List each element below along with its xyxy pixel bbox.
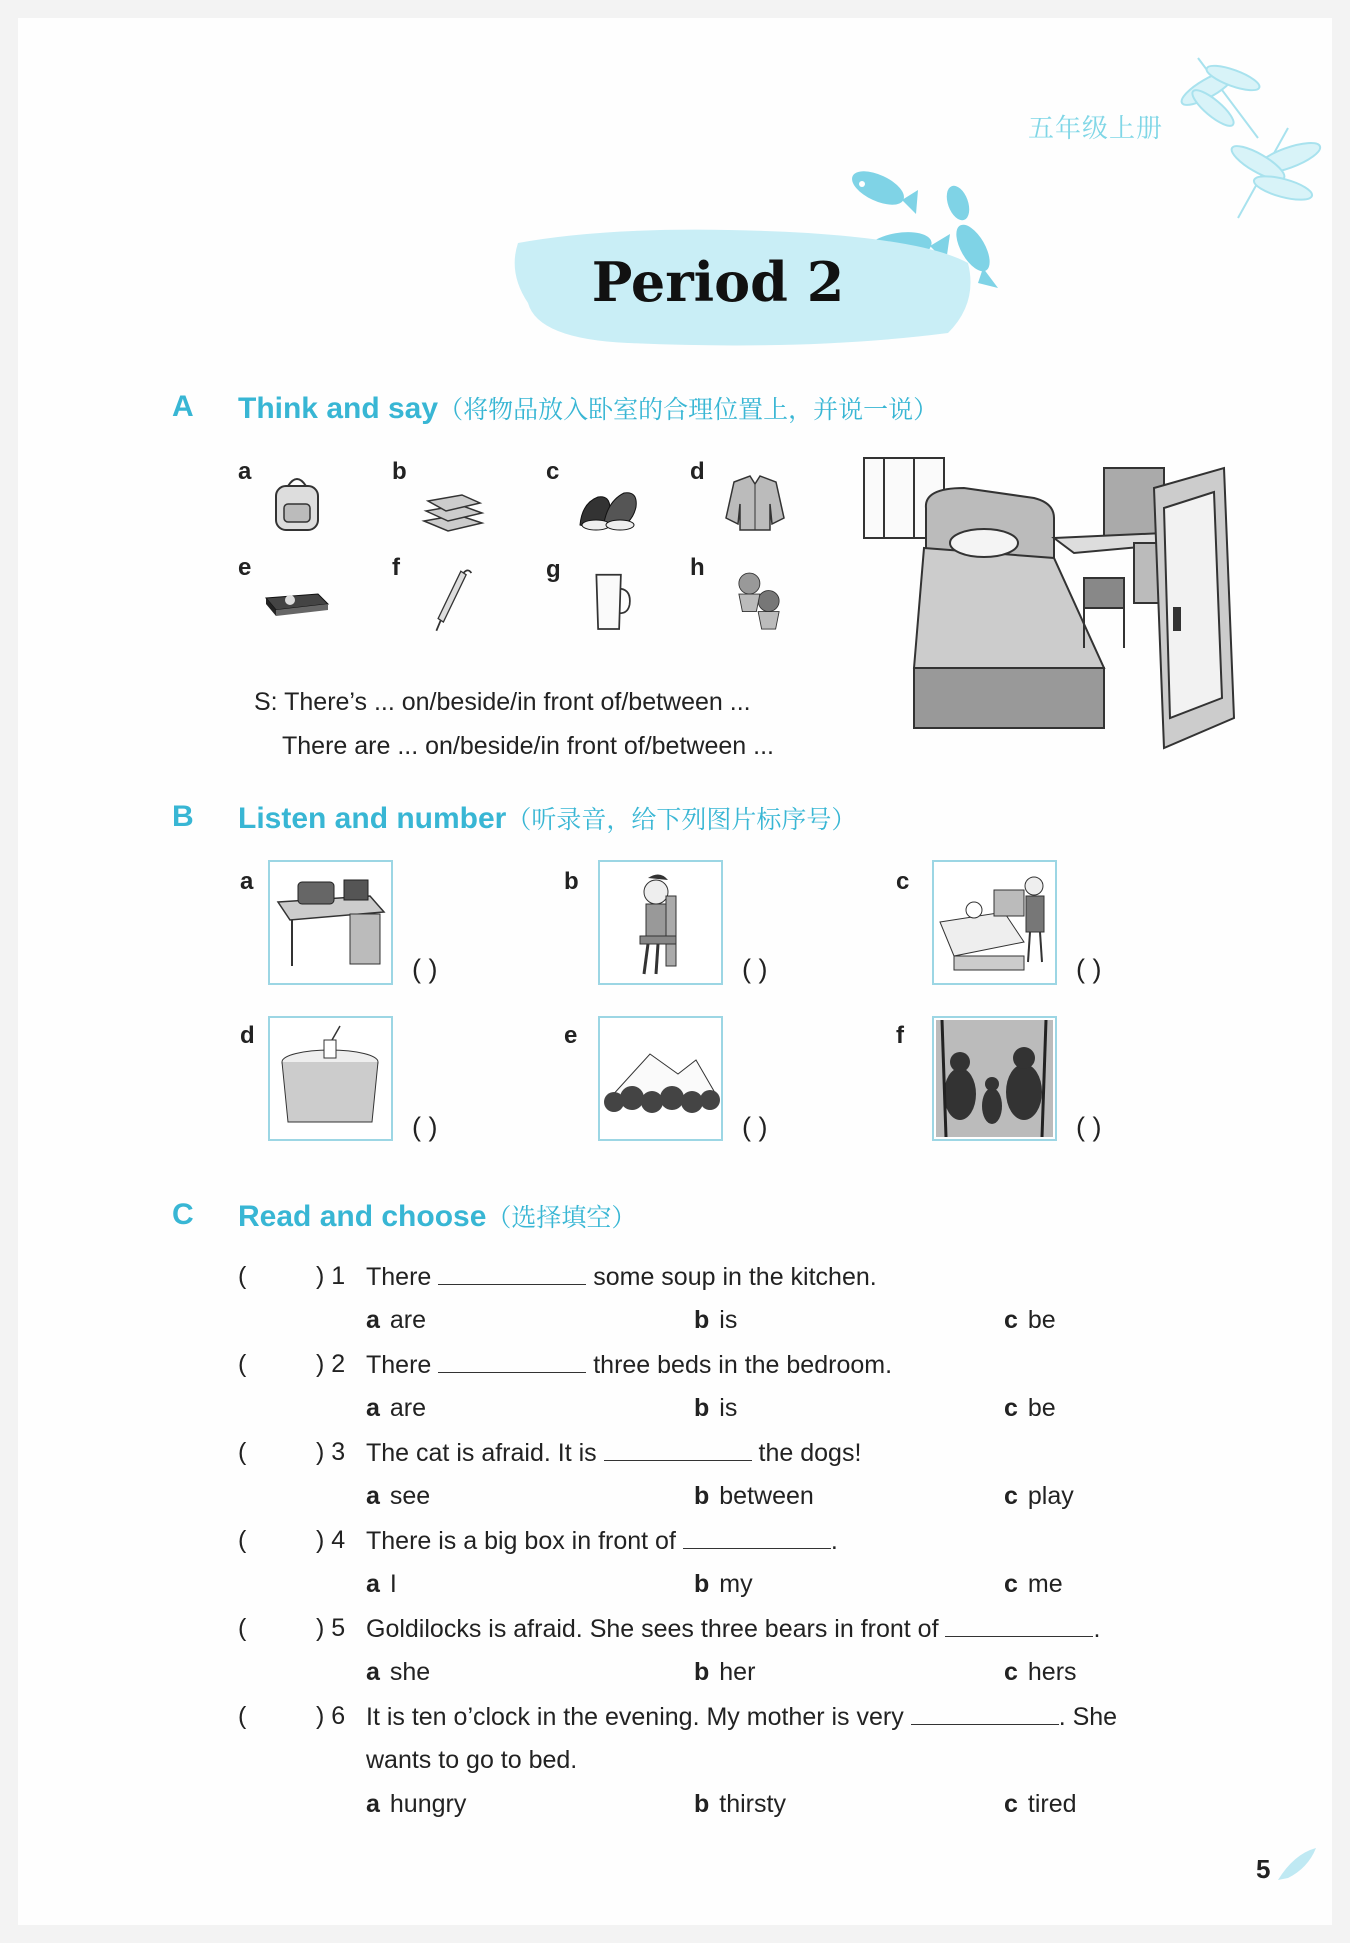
picture-label-b: b xyxy=(564,868,579,895)
plants-icon xyxy=(724,566,794,636)
section-a-letter: A xyxy=(172,390,194,423)
option-letter: b xyxy=(694,1306,710,1334)
option-text: her xyxy=(719,1658,756,1686)
question-2-option-a[interactable] xyxy=(366,1394,426,1423)
section-a-title: Think and say xyxy=(238,392,439,425)
question-2-number: ) 2 xyxy=(316,1350,346,1378)
workbook-page xyxy=(18,18,1332,1925)
desk-picture-icon xyxy=(270,862,391,983)
question-4-option-a[interactable] xyxy=(366,1570,397,1599)
picture-frame-a xyxy=(268,860,393,985)
question-4-blank[interactable] xyxy=(683,1526,831,1549)
question-1-before: There xyxy=(366,1263,432,1291)
option-text: my xyxy=(719,1570,753,1598)
option-text: she xyxy=(389,1658,431,1686)
question-2-paren[interactable]: ( xyxy=(238,1350,247,1378)
question-1-option-c[interactable] xyxy=(1004,1306,1056,1335)
glass-icon xyxy=(578,566,648,636)
question-1-paren[interactable]: ( xyxy=(238,1262,247,1290)
item-label-h: h xyxy=(690,554,705,581)
table-cup-picture-icon xyxy=(270,1018,391,1139)
section-b-title: Listen and number xyxy=(238,802,507,835)
question-3-after: the dogs! xyxy=(758,1439,862,1467)
question-6-option-b[interactable] xyxy=(694,1790,786,1819)
option-text: between xyxy=(719,1482,814,1510)
option-letter: b xyxy=(694,1790,710,1818)
option-text: is xyxy=(719,1394,738,1422)
picture-label-d: d xyxy=(240,1022,255,1049)
option-text: be xyxy=(1027,1306,1056,1334)
question-4-option-c[interactable] xyxy=(1004,1570,1063,1599)
umbrella-icon xyxy=(418,566,488,636)
answer-paren-d[interactable]: ( ) xyxy=(412,1112,438,1142)
item-label-a: a xyxy=(238,458,252,485)
sentence-pattern-2: There are ... on/beside/in front of/between ... xyxy=(282,732,774,760)
option-letter: a xyxy=(366,1658,380,1686)
section-b-header xyxy=(238,800,856,836)
question-6-option-a[interactable] xyxy=(366,1790,466,1819)
option-letter: a xyxy=(366,1790,380,1818)
item-label-g: g xyxy=(546,556,561,583)
option-text: play xyxy=(1027,1482,1074,1510)
question-1-option-a[interactable] xyxy=(366,1306,426,1335)
question-4-option-b[interactable] xyxy=(694,1570,753,1599)
question-6-before: It is ten o’clock in the evening. My mother is very xyxy=(366,1703,904,1731)
picture-label-f: f xyxy=(896,1022,904,1049)
picture-frame-e xyxy=(598,1016,723,1141)
question-5-option-a[interactable] xyxy=(366,1658,430,1687)
question-6-blank[interactable] xyxy=(911,1702,1059,1725)
option-letter: c xyxy=(1004,1394,1018,1422)
question-5-number: ) 5 xyxy=(316,1614,346,1642)
answer-paren-c[interactable]: ( ) xyxy=(1076,954,1102,984)
question-1-blank[interactable] xyxy=(438,1262,586,1285)
books-icon xyxy=(418,473,488,543)
mountain-forest-picture-icon xyxy=(600,1018,721,1139)
section-c-instruction: （选择填空） xyxy=(486,1203,637,1232)
question-4-after: . xyxy=(830,1527,838,1555)
option-letter: b xyxy=(694,1570,710,1598)
question-2-before: There xyxy=(366,1351,432,1379)
question-4-paren[interactable]: ( xyxy=(238,1526,247,1554)
question-5-before: Goldilocks is afraid. She sees three bears in front of xyxy=(366,1615,939,1643)
section-c-title: Read and choose xyxy=(238,1200,487,1233)
picture-frame-c xyxy=(932,860,1057,985)
option-letter: c xyxy=(1004,1306,1018,1334)
question-3-text xyxy=(366,1438,861,1468)
question-2-after: three beds in the bedroom. xyxy=(593,1351,893,1379)
question-1-text xyxy=(366,1262,877,1292)
picture-frame-d xyxy=(268,1016,393,1141)
shoes-icon xyxy=(574,473,644,543)
question-5-option-b[interactable] xyxy=(694,1658,755,1687)
option-letter: c xyxy=(1004,1570,1018,1598)
bears-forest-picture-icon xyxy=(934,1018,1055,1139)
question-3-before: The cat is afraid. It is xyxy=(366,1439,597,1467)
item-label-b: b xyxy=(392,458,407,485)
answer-paren-a[interactable]: ( ) xyxy=(412,954,438,984)
page-number: 5 xyxy=(1256,1854,1271,1884)
question-4-number: ) 4 xyxy=(316,1526,346,1554)
question-6-continuation: wants to go to bed. xyxy=(366,1746,578,1774)
section-c-letter: C xyxy=(172,1198,194,1231)
question-2-text xyxy=(366,1350,892,1380)
jacket-icon xyxy=(720,468,790,538)
option-text: thirsty xyxy=(719,1790,786,1818)
section-a-header xyxy=(238,390,938,426)
question-3-option-c[interactable] xyxy=(1004,1482,1074,1511)
question-1-number: ) 1 xyxy=(316,1262,346,1290)
item-label-d: d xyxy=(690,458,705,485)
question-6-option-c[interactable] xyxy=(1004,1790,1077,1819)
option-text: are xyxy=(389,1394,427,1422)
feather-decoration-icon xyxy=(1274,1844,1318,1884)
question-3-number: ) 3 xyxy=(316,1438,346,1466)
option-letter: c xyxy=(1004,1482,1018,1510)
picture-label-e: e xyxy=(564,1022,578,1049)
option-letter: a xyxy=(366,1306,380,1334)
dragonfly-decoration-icon xyxy=(1138,48,1338,238)
option-text: are xyxy=(389,1306,427,1334)
option-text: see xyxy=(389,1482,431,1510)
option-text: tired xyxy=(1027,1790,1077,1818)
grade-label: 五年级上册 xyxy=(1028,114,1164,144)
question-2-blank[interactable] xyxy=(438,1350,586,1373)
question-3-option-b[interactable] xyxy=(694,1482,814,1511)
question-5-option-c[interactable] xyxy=(1004,1658,1077,1687)
picture-label-c: c xyxy=(896,868,910,895)
option-letter: a xyxy=(366,1570,380,1598)
question-1-after: some soup in the kitchen. xyxy=(593,1263,877,1291)
picture-frame-b xyxy=(598,860,723,985)
question-3-blank[interactable] xyxy=(604,1438,752,1461)
option-letter: b xyxy=(694,1394,710,1422)
page-title: Period 2 xyxy=(591,250,845,314)
question-5-blank[interactable] xyxy=(945,1614,1093,1637)
bed-scene-picture-icon xyxy=(934,862,1055,983)
picture-frame-f xyxy=(932,1016,1057,1141)
pencil-case-icon xyxy=(262,568,332,638)
option-text: hers xyxy=(1027,1658,1077,1686)
item-label-f: f xyxy=(392,554,400,581)
option-letter: b xyxy=(694,1658,710,1686)
question-4-text xyxy=(366,1526,838,1556)
picture-label-a: a xyxy=(240,868,254,895)
question-1-option-b[interactable] xyxy=(694,1306,737,1335)
item-label-c: c xyxy=(546,458,560,485)
sentence-pattern-1: S: There’s ... on/beside/in front of/between ... xyxy=(254,688,751,716)
option-text: be xyxy=(1027,1394,1056,1422)
question-6-paren[interactable]: ( xyxy=(238,1702,247,1730)
question-5-text xyxy=(366,1614,1100,1644)
option-letter: b xyxy=(694,1482,710,1510)
section-b-instruction: （听录音，给下列图片标序号） xyxy=(506,805,857,834)
question-2-option-b[interactable] xyxy=(694,1394,737,1423)
question-6-text xyxy=(366,1702,1117,1732)
option-letter: a xyxy=(366,1394,380,1422)
answer-paren-b[interactable]: ( ) xyxy=(742,954,768,984)
bedroom-illustration xyxy=(854,448,1244,758)
option-text: hungry xyxy=(389,1790,467,1818)
question-6-after: . She xyxy=(1058,1703,1118,1731)
girl-sitting-picture-icon xyxy=(600,862,721,983)
section-b-letter: B xyxy=(172,800,194,833)
question-5-after: . xyxy=(1093,1615,1101,1643)
answer-paren-e[interactable]: ( ) xyxy=(742,1112,768,1142)
question-5-paren[interactable]: ( xyxy=(238,1614,247,1642)
option-text: me xyxy=(1027,1570,1063,1598)
question-6-number: ) 6 xyxy=(316,1702,346,1730)
item-label-e: e xyxy=(238,554,252,581)
option-text: I xyxy=(389,1570,397,1598)
backpack-icon xyxy=(262,468,332,538)
question-3-option-a[interactable] xyxy=(366,1482,430,1511)
option-text: is xyxy=(719,1306,738,1334)
section-c-header xyxy=(238,1198,636,1234)
question-3-paren[interactable]: ( xyxy=(238,1438,247,1466)
answer-paren-f[interactable]: ( ) xyxy=(1076,1112,1102,1142)
question-4-before: There is a big box in front of xyxy=(366,1527,676,1555)
option-letter: a xyxy=(366,1482,380,1510)
option-letter: c xyxy=(1004,1658,1018,1686)
option-letter: c xyxy=(1004,1790,1018,1818)
section-a-instruction: （将物品放入卧室的合理位置上，并说一说） xyxy=(438,395,939,424)
question-2-option-c[interactable] xyxy=(1004,1394,1056,1423)
